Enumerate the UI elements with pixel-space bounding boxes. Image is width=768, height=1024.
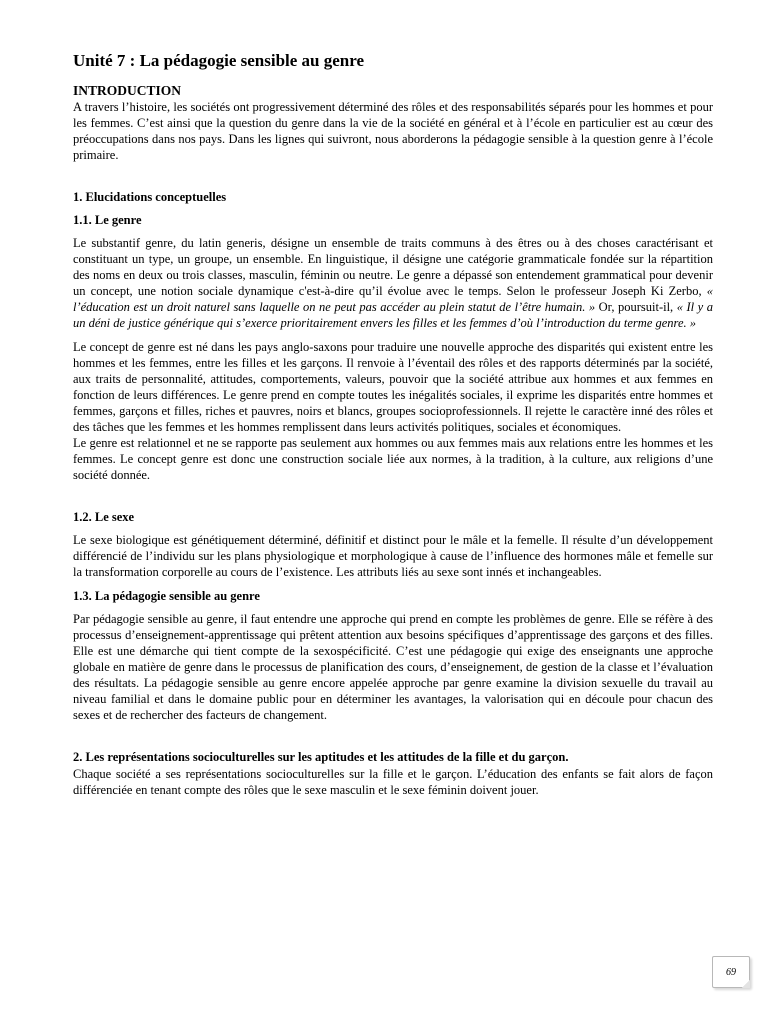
- section-1-3-heading: 1.3. La pédagogie sensible au genre: [73, 589, 260, 603]
- spacer: [73, 331, 713, 339]
- unit-title: Unité 7 : La pédagogie sensible au genre: [73, 51, 365, 70]
- section-1-1-heading: 1.1. Le genre: [73, 213, 142, 227]
- document-page: [73, 50, 713, 798]
- intro-heading: INTRODUCTION: [73, 83, 182, 98]
- genre-p1-mid: Or, poursuit-il,: [595, 300, 677, 314]
- representations-paragraph: Chaque société a ses représentations socioculturelles sur la fille et le garçon. L’éducation des enfants se fait alors de façon différenciée en tenant compte des rôles que le sexe masculin et le sexe féminin doivent jouer.: [73, 767, 713, 797]
- ki-zerbo-quote-2: « Il y a un déni de justice générique qui s’exerce prioritairement envers les filles et les femmes d’où l’introduction du terme genre. »: [73, 300, 713, 330]
- spacer: [73, 483, 713, 509]
- ki-zerbo-quote-1: « l’éducation est un droit naturel sans laquelle on ne peut pas accéder au plein statut de l’être humain. »: [73, 284, 713, 314]
- genre-p1-text: Le substantif genre, du latin generis, désigne un ensemble de traits communs à des êtres ou à des choses caractérisant et constituant un type, un groupe, un ensemble. En linguistique, il désigne une catégorie grammaticale fondée sur la répartition des noms en deux ou trois classes, masculin, féminin ou neutre. Le genre a dépassé son entendement grammatical pour devenir un concept, une notion sociale dynamique c'est-à-dire qu’il évolue avec le temps. Selon le professeur Joseph Ki Zerbo,: [73, 236, 713, 298]
- spacer: [73, 580, 713, 588]
- section-2-heading: 2. Les représentations socioculturelles sur les aptitudes et les attitudes de la fille et du garçon.: [73, 750, 569, 764]
- section-1-heading: 1. Elucidations conceptuelles: [73, 190, 227, 204]
- intro-paragraph: A travers l’histoire, les sociétés ont progressivement déterminé des rôles et des responsabilités séparés pour les hommes et pour les femmes. C’est ainsi que la question du genre dans la vie de la société en général et à l’école en particulier est au cœur des préoccupations dans nos pays. Dans les lignes qui suivront, nous aborderons la pédagogie sensible à la question genre à l’école primaire.: [73, 100, 713, 162]
- page-number: 69: [726, 966, 736, 978]
- pedagogie-paragraph: Par pédagogie sensible au genre, il faut entendre une approche qui prend en compte les problèmes de genre. Elle se réfère à des processus d’enseignement-apprentissage qui prêtent attention aux besoins spécifiques d’apprentissage des garçons et des filles. Elle est une démarche qui tient compte de la sexospécificité. C’est une pédagogie qui exige des enseignants une approche globale en matière de genre dans le processus de planification des cours, d’enseignement, de gestion de la classe et l’évaluation des résultats. La pédagogie sensible au genre encore appelée approche par genre examine la division sexuelle du travail au niveau familial et dans le domaine public pour en déterminer les avantages, la valorisation qui en découle pour chacun des sexes et de rechercher des facteurs de changement.: [73, 612, 713, 722]
- genre-paragraph-1: [73, 235, 713, 331]
- spacer: [73, 163, 713, 189]
- genre-paragraph-2: Le concept de genre est né dans les pays anglo-saxons pour traduire une nouvelle approche des disparités qui existent entre les hommes et les femmes, entre les filles et les garçons. Il renvoie à l’éventail des rôles et des rapports déterminés par la société, aux traits de personnalité, attitudes, comportements, valeurs, pouvoir que la société attribue aux hommes et aux femmes en fonction de leurs différences. Le genre prend en compte toutes les inégalités sociales, il exprime les disparités entre hommes et femmes, garçons et filles, riches et pauvres, noirs et blancs, groupes socioprofessionnels. Il rejette le caractère inné des rôles et des tâches que les femmes et les hommes remplissent dans leurs activités politiques, sociales et économiques.: [73, 340, 713, 434]
- section-1-2-heading: 1.2. Le sexe: [73, 510, 135, 524]
- spacer: [73, 723, 713, 749]
- sexe-paragraph: Le sexe biologique est génétiquement déterminé, définitif et distinct pour le mâle et la femelle. Il résulte d’un développement différencié de l’individu sur les plans physiologique et morphologique à cause de l’influence des hormones mâle et femelle sur la transformation corporelle au cours de l’existence. Les attributs liés au sexe sont innés et inchangeables.: [73, 533, 713, 579]
- page-number-badge: [712, 956, 750, 988]
- genre-paragraph-3: Le genre est relationnel et ne se rapporte pas seulement aux hommes ou aux femmes mais aux relations entre les hommes et les femmes. Le concept genre est donc une construction sociale liée aux normes, à la tradition, à la culture, aux religions d’une société donnée.: [73, 436, 713, 482]
